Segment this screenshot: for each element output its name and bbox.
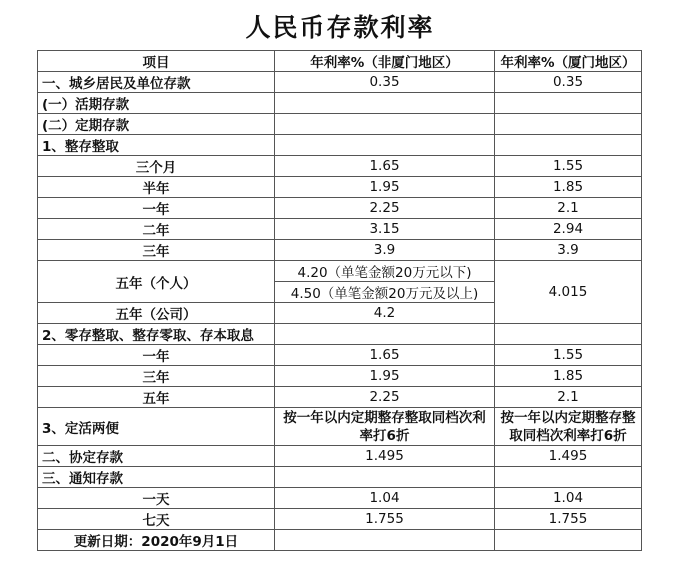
table-row [38,345,642,366]
rate-non-xiamen: 1.65 [275,345,495,366]
rate-xiamen: 2.94 [495,219,642,240]
rate-non-xiamen: 1.65 [275,156,495,177]
table-row [38,366,642,387]
table-row [38,177,642,198]
row-label: 七天 [38,509,275,530]
rate-xiamen: 1.55 [495,156,642,177]
rate-non-xiamen [275,467,495,488]
rate-non-xiamen: 2.25 [275,387,495,408]
row-label: 半年 [38,177,275,198]
rate-non-xiamen [275,93,495,114]
rate-xiamen: 1.04 [495,488,642,509]
rate-non-xiamen: 3.15 [275,219,495,240]
table-row [38,467,642,488]
footer-empty-cell [275,530,495,551]
rate-non-xiamen [275,135,495,156]
row-label: 五年 [38,387,275,408]
rate-non-xiamen-note: 按一年以内定期整存整取同档次利率打6折 [275,408,495,446]
table-row [38,114,642,135]
table-footer-row [38,530,642,551]
rate-non-xiamen: 1.95 [275,177,495,198]
table-row [38,156,642,177]
table-row [38,72,642,93]
rate-xiamen: 1.755 [495,509,642,530]
rate-xiamen: 2.1 [495,387,642,408]
row-label: 五年（个人） [38,261,275,303]
row-label: 1、整存整取 [38,135,275,156]
deposit-rate-table [37,50,642,551]
rate-non-xiamen: 1.95 [275,366,495,387]
rate-non-xiamen-under-200k: 4.20（单笔金额20万元以下) [275,261,495,282]
rate-non-xiamen: 4.2 [275,303,495,324]
rate-xiamen: 1.85 [495,177,642,198]
rate-non-xiamen: 3.9 [275,240,495,261]
footer-empty-cell [495,530,642,551]
row-label: 2、零存整取、整存零取、存本取息 [38,324,275,345]
rate-non-xiamen: 0.35 [275,72,495,93]
update-date: 更新日期：2020年9月1日 [38,530,275,551]
rate-xiamen [495,135,642,156]
page-title: 人民币存款利率 [245,13,435,42]
row-label: 3、定活两便 [38,408,275,446]
table-row [38,219,642,240]
rate-xiamen: 1.85 [495,366,642,387]
row-label: 二年 [38,219,275,240]
rate-non-xiamen: 2.25 [275,198,495,219]
row-label: 一年 [38,198,275,219]
rate-non-xiamen: 1.495 [275,446,495,467]
row-label: (一）活期存款 [38,93,275,114]
rate-xiamen [495,93,642,114]
rate-xiamen [495,324,642,345]
rate-non-xiamen: 1.755 [275,509,495,530]
table-row [38,446,642,467]
rate-xiamen: 4.015 [495,261,642,324]
table-row [38,198,642,219]
table-row [38,240,642,261]
rate-non-xiamen [275,114,495,135]
table-row [38,488,642,509]
rate-non-xiamen [275,324,495,345]
table-row [38,135,642,156]
row-label: 五年（公司） [38,303,275,324]
row-label: 三个月 [38,156,275,177]
rate-xiamen: 3.9 [495,240,642,261]
rate-xiamen: 1.55 [495,345,642,366]
rate-xiamen-note: 按一年以内定期整存整取同档次利率打6折 [495,408,642,446]
table-row [38,509,642,530]
header-item: 项目 [38,51,275,72]
rate-xiamen [495,114,642,135]
row-label: 三年 [38,366,275,387]
row-label: 一、城乡居民及单位存款 [38,72,275,93]
row-label: 一年 [38,345,275,366]
header-rate-xiamen: 年利率%（厦门地区） [495,51,642,72]
rate-xiamen: 1.495 [495,446,642,467]
row-label: 三、通知存款 [38,467,275,488]
table-row [38,408,642,446]
table-row [38,387,642,408]
header-rate-non-xiamen: 年利率%（非厦门地区） [275,51,495,72]
row-label: 一天 [38,488,275,509]
row-label: (二）定期存款 [38,114,275,135]
table-row [38,261,642,282]
rate-xiamen [495,467,642,488]
row-label: 二、协定存款 [38,446,275,467]
table-header-row [38,51,642,72]
rate-xiamen: 0.35 [495,72,642,93]
rate-xiamen: 2.1 [495,198,642,219]
row-label: 三年 [38,240,275,261]
rate-non-xiamen: 1.04 [275,488,495,509]
rate-non-xiamen-200k-and-above: 4.50（单笔金额20万元及以上) [275,282,495,303]
table-row [38,324,642,345]
table-row [38,93,642,114]
